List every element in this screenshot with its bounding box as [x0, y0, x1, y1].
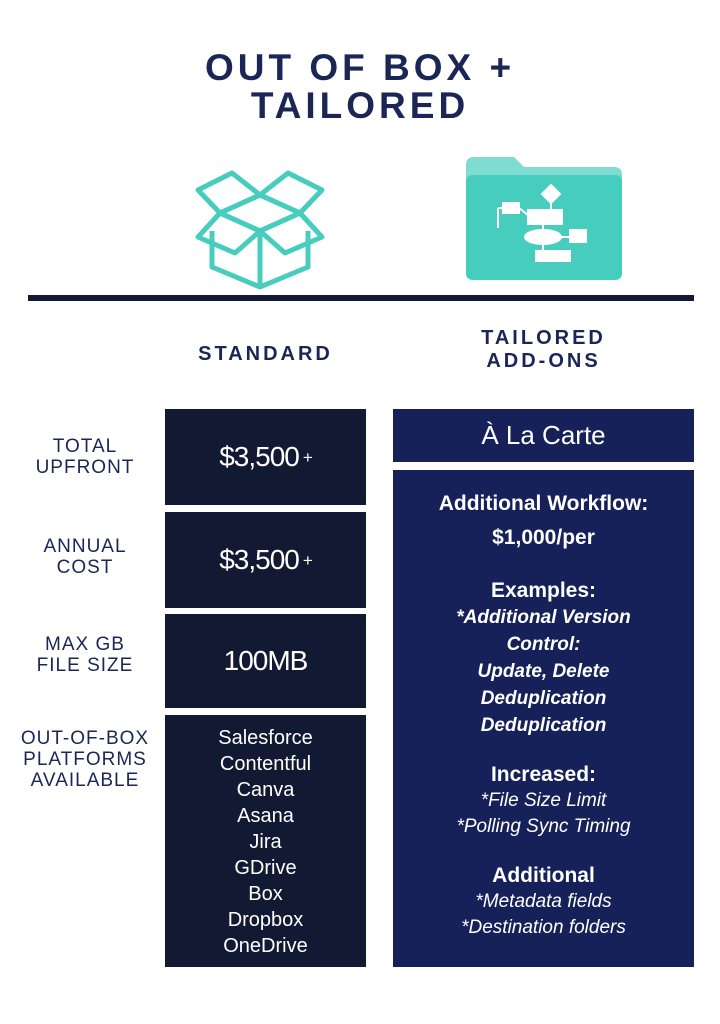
- a-la-carte-cell: [393, 409, 694, 462]
- example-item: *Additional Version: [456, 607, 631, 628]
- additional-item: *Metadata fields: [475, 891, 612, 912]
- standard-annual-cell: [165, 512, 366, 608]
- column-header-tailored-line1: TAILORED: [481, 327, 606, 349]
- standard-maxgb-value: 100MB: [223, 645, 308, 676]
- platform-item: Asana: [237, 805, 294, 827]
- standard-annual-price: [219, 544, 312, 576]
- row-label-maxgb-line2: FILE SIZE: [36, 655, 134, 676]
- platform-item: Canva: [236, 779, 295, 801]
- platform-item: GDrive: [234, 857, 297, 879]
- platform-item: Box: [248, 883, 283, 905]
- increased-item: *File Size Limit: [480, 790, 607, 811]
- platform-item: Contentful: [219, 753, 312, 775]
- standard-annual-value: $3,500: [219, 544, 299, 575]
- standard-platforms-cell: [165, 715, 366, 967]
- row-label-platforms-line3: AVAILABLE: [30, 770, 140, 791]
- page-title-line1: OUT OF BOX +: [204, 47, 516, 88]
- examples-heading: Examples:: [490, 579, 597, 602]
- standard-annual-suffix: +: [302, 551, 312, 570]
- tailored-details-cell: [393, 470, 694, 967]
- row-label-upfront-line2: UPFRONT: [35, 457, 135, 478]
- open-box-icon: [190, 155, 330, 290]
- standard-upfront-price: [219, 441, 312, 473]
- row-label-platforms-line2: PLATFORMS: [23, 749, 147, 770]
- workflow-price: $1,000/per: [492, 526, 595, 549]
- row-label-platforms: [10, 728, 160, 791]
- row-label-platforms-line1: OUT-OF-BOX: [20, 728, 150, 749]
- example-item: Deduplication: [480, 688, 607, 709]
- example-item: Deduplication: [480, 715, 607, 736]
- row-label-upfront-line1: TOTAL: [52, 436, 118, 457]
- a-la-carte-text: À La Carte: [481, 420, 606, 450]
- standard-upfront-value: $3,500: [219, 441, 299, 472]
- row-label-maxgb: [10, 634, 160, 676]
- additional-heading: Additional: [492, 864, 595, 887]
- platform-item: Dropbox: [227, 909, 304, 931]
- folder-flowchart-icon: [462, 155, 625, 282]
- header-divider: [28, 295, 694, 301]
- platform-item: Salesforce: [218, 727, 313, 749]
- standard-maxgb-cell: [165, 614, 366, 708]
- row-label-upfront: [10, 436, 160, 478]
- workflow-heading: Additional Workflow:: [438, 492, 649, 515]
- column-header-standard: STANDARD: [198, 343, 333, 365]
- row-label-annual: [10, 536, 160, 578]
- platform-item: Jira: [249, 831, 282, 853]
- example-item: Update, Delete: [477, 661, 610, 682]
- row-label-annual-line2: COST: [56, 557, 114, 578]
- column-header-tailored-line2: ADD-ONS: [486, 350, 601, 372]
- page-title-line2: TAILORED: [250, 85, 470, 126]
- standard-upfront-suffix: +: [302, 448, 312, 467]
- increased-item: *Polling Sync Timing: [456, 816, 631, 837]
- standard-upfront-cell: [165, 409, 366, 505]
- row-label-maxgb-line1: MAX GB: [45, 634, 125, 655]
- increased-heading: Increased:: [490, 763, 597, 786]
- additional-item: *Destination folders: [461, 917, 626, 938]
- platform-item: OneDrive: [223, 935, 308, 957]
- row-label-annual-line1: ANNUAL: [43, 536, 127, 557]
- example-item: Control:: [506, 634, 581, 655]
